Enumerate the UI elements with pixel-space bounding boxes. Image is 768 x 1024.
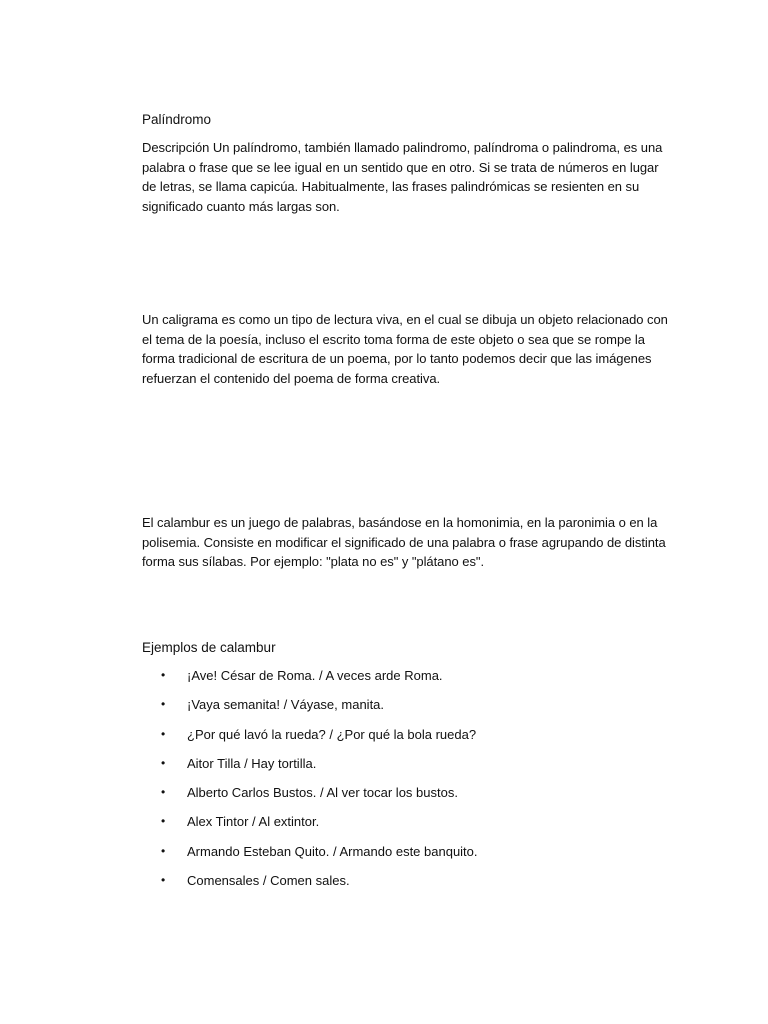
bullet-icon: • xyxy=(161,697,166,712)
list-item xyxy=(142,666,682,695)
list-item-text: ¿Por qué lavó la rueda? / ¿Por qué la bola rueda? xyxy=(187,726,477,742)
list-item xyxy=(142,842,682,871)
caligrama-description: Un caligrama es como un tipo de lectura viva, en el cual se dibuja un objeto relacionado con el tema de la poesía, incluso el escrito toma forma de este objeto o sea que se rompe la forma tradicional de escritura de un poema, por lo tanto podemos decir que las imágenes refuerzan el contenido del poema de forma creativa. xyxy=(142,312,668,386)
list-item-text: Armando Esteban Quito. / Armando este banquito. xyxy=(187,843,478,859)
list-item xyxy=(142,695,682,724)
list-item-text: Comensales / Comen sales. xyxy=(187,873,350,889)
document-title: Palíndromo xyxy=(142,112,212,127)
bullet-icon: • xyxy=(161,755,166,770)
bullet-icon: • xyxy=(161,843,166,858)
examples-list xyxy=(142,666,682,900)
palindromo-description: Descripción Un palíndromo, también llamado palindromo, palíndroma o palindroma, es una palabra o frase que se lee igual en un sentido que en otro. Si se trata de números en lugar de letras, se llama capicúa. Habitualmente, las frases palindrómicas se resienten en su significado cuanto más largas son. xyxy=(142,140,663,214)
calambur-description: El calambur es un juego de palabras, basándose en la homonimia, en la paronimia o en la polisemia. Consiste en modificar el significado de una palabra o frase agrupando de distinta forma sus sílabas. Por ejemplo: "plata no es" y "plátano es". xyxy=(142,515,666,569)
list-item xyxy=(142,812,682,841)
list-item-text: ¡Vaya semanita! / Váyase, manita. xyxy=(187,697,385,713)
bullet-icon: • xyxy=(161,873,166,888)
bullet-icon: • xyxy=(161,668,166,682)
list-item-text: Alberto Carlos Bustos. / Al ver tocar los bustos. xyxy=(187,785,458,801)
list-item-text: Aitor Tilla / Hay tortilla. xyxy=(187,755,317,771)
bullet-icon: • xyxy=(161,785,166,800)
list-item-text: ¡Ave! César de Roma. / A veces arde Roma. xyxy=(187,668,443,683)
bullet-icon: • xyxy=(161,814,166,829)
list-item xyxy=(142,754,682,783)
list-item xyxy=(142,783,682,812)
bullet-icon: • xyxy=(161,726,166,741)
examples-heading: Ejemplos de calambur xyxy=(142,640,276,655)
list-item xyxy=(142,725,682,754)
list-item xyxy=(142,871,682,900)
list-item-text: Alex Tintor / Al extintor. xyxy=(187,814,320,830)
